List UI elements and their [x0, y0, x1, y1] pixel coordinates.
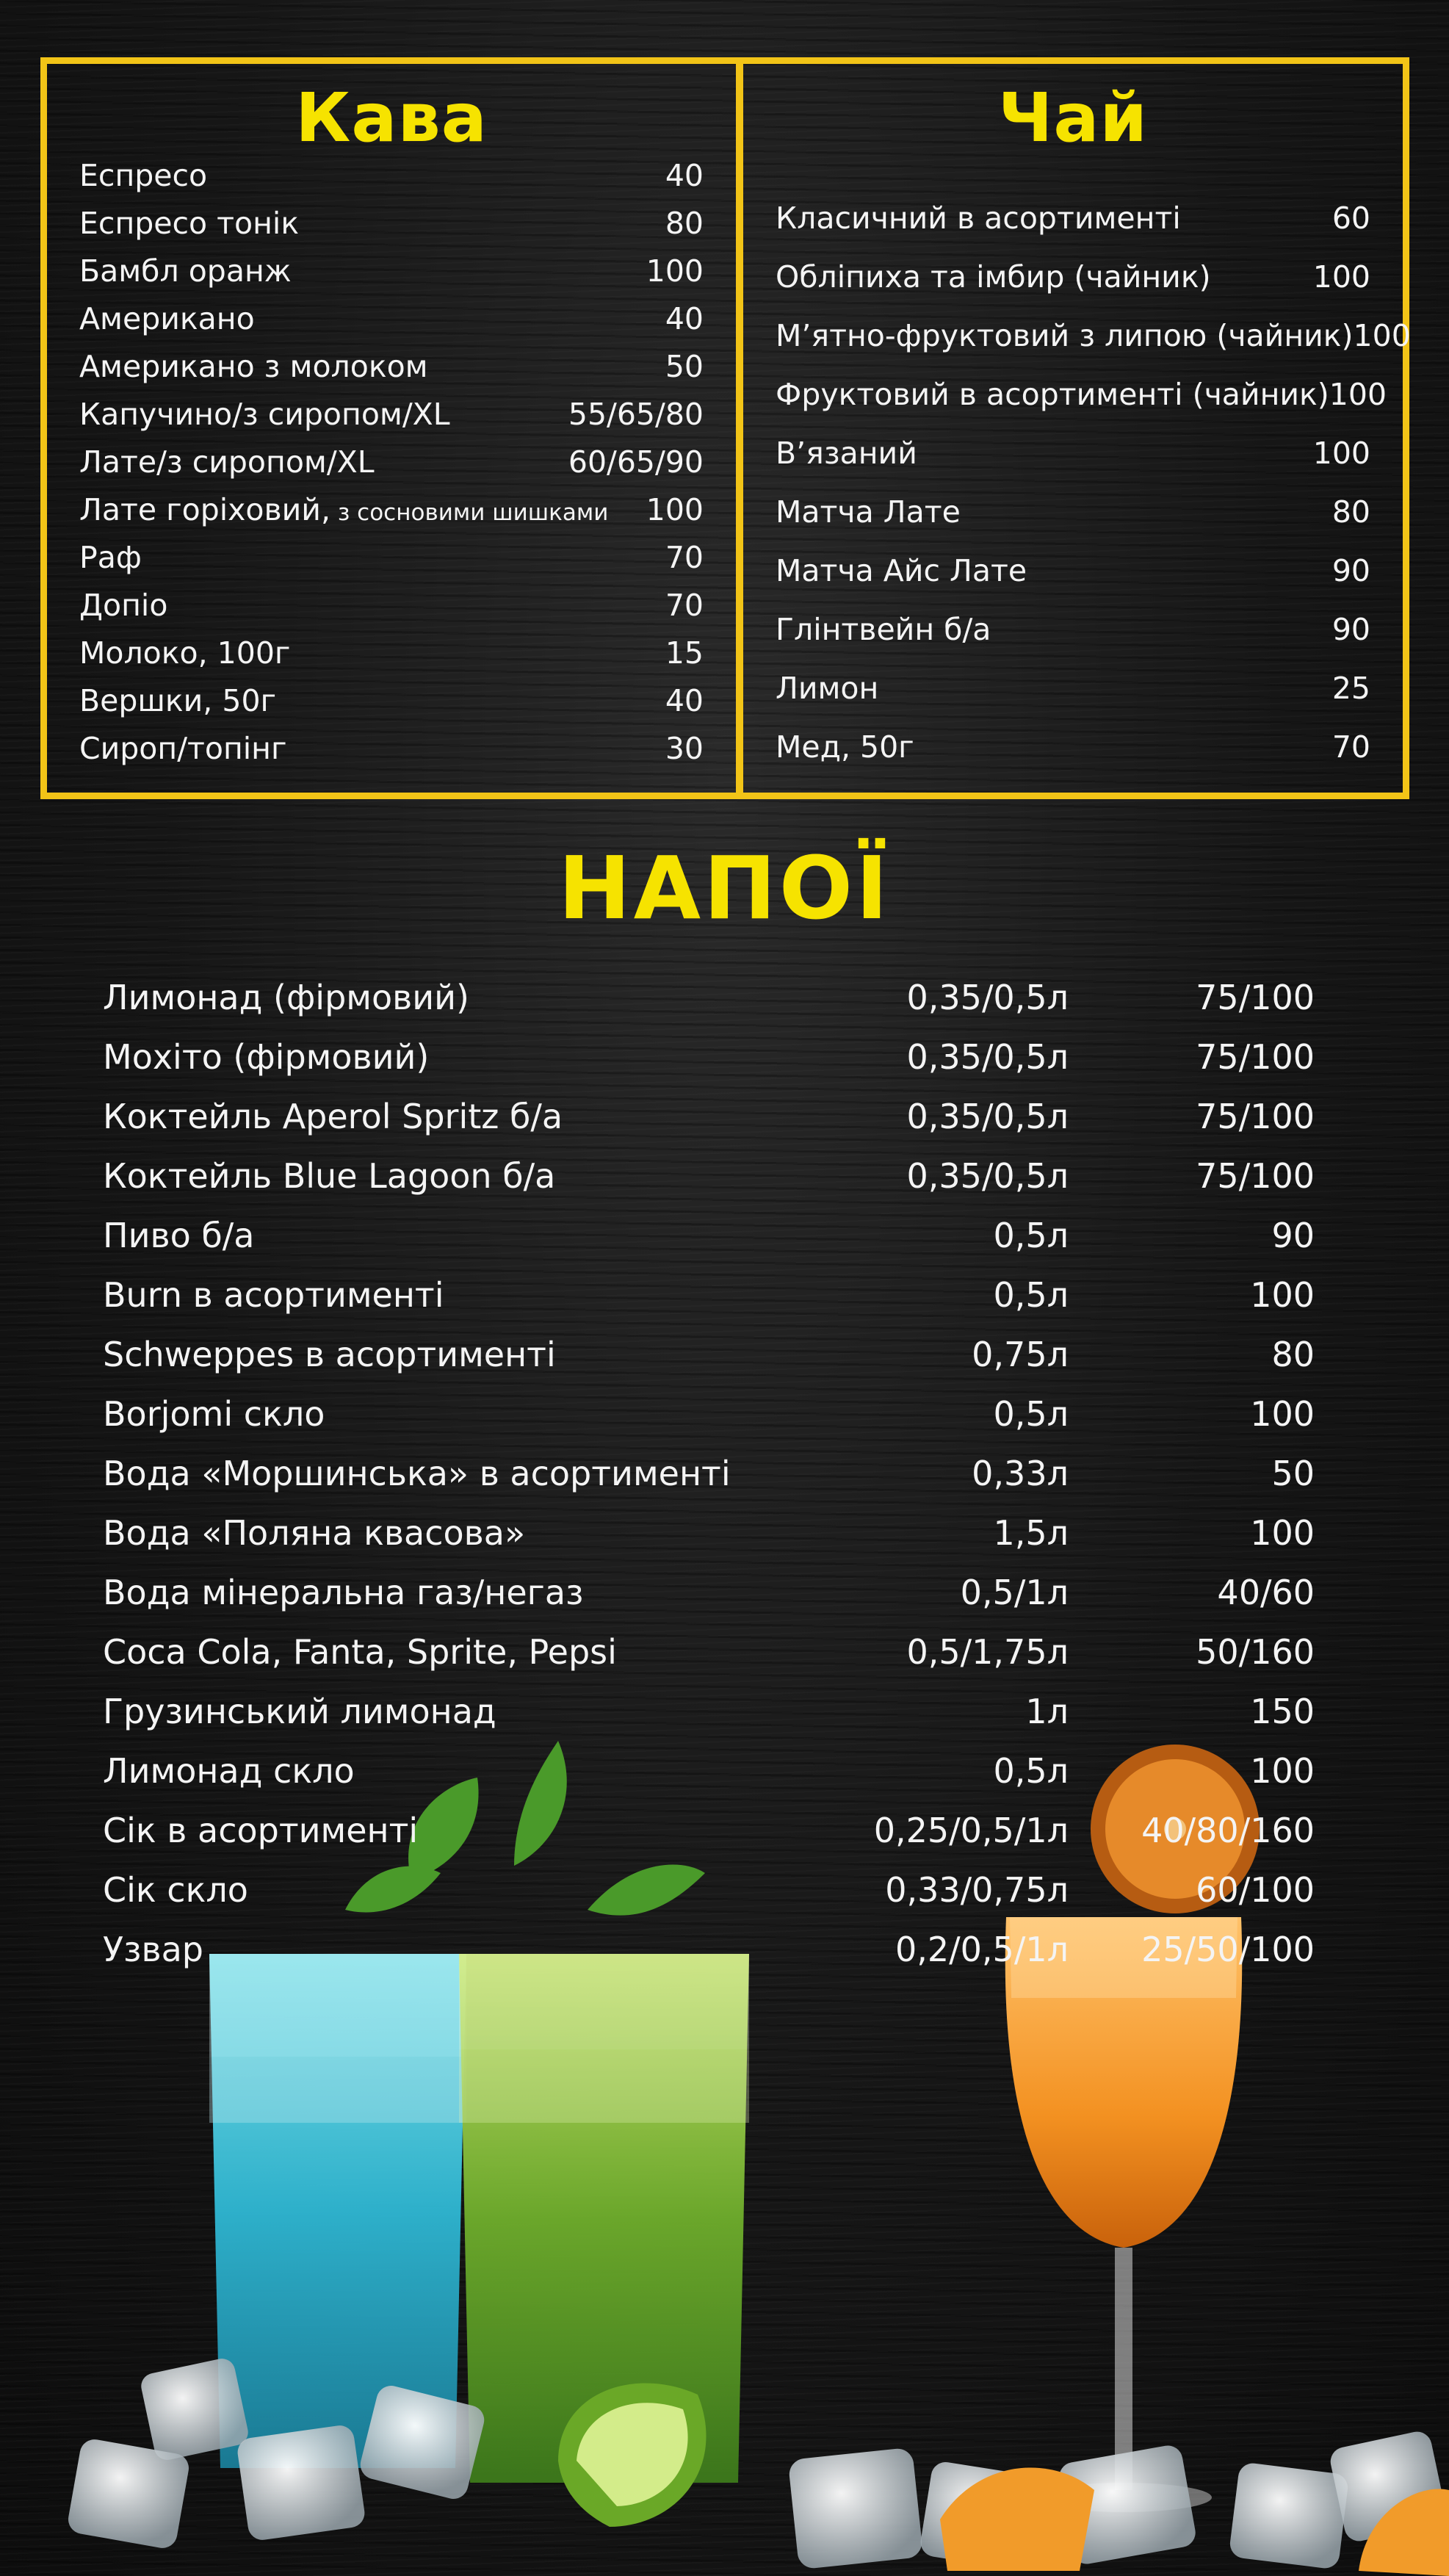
item-price: 55/65/80 — [568, 397, 704, 432]
drink-name: Лимонад (фірмовий) — [103, 978, 469, 1017]
item-name: Лате/з сиропом/XL — [79, 444, 375, 480]
menu-item — [79, 534, 704, 582]
drink-row — [103, 1504, 1315, 1563]
item-name: М’ятно-фруктовий з липою (чайник) — [776, 318, 1354, 353]
coffee-section — [40, 57, 742, 799]
menu-item — [79, 391, 704, 439]
drink-price: 25/50/100 — [1141, 1930, 1315, 1969]
drink-volume: 0,5л — [993, 1216, 1069, 1255]
menu-item — [776, 659, 1370, 718]
item-name: Класичний в асортименті — [776, 201, 1181, 236]
item-name: Еспресо — [79, 158, 208, 193]
drink-price: 100 — [1250, 1751, 1315, 1791]
drink-name: Schweppes в асортименті — [103, 1335, 556, 1374]
menu-item — [776, 189, 1370, 248]
item-name: Американо — [79, 301, 255, 336]
drink-volume: 1л — [1025, 1692, 1069, 1731]
drink-price: 100 — [1250, 1394, 1315, 1434]
menu-item — [79, 582, 704, 629]
item-price: 40 — [665, 158, 704, 193]
drink-price: 150 — [1250, 1692, 1315, 1731]
drink-name: Мохіто (фірмовий) — [103, 1037, 430, 1077]
drink-price: 40/60 — [1217, 1573, 1315, 1612]
drink-volume: 0,35/0,5л — [906, 1097, 1069, 1136]
menu-item — [776, 483, 1370, 541]
item-name: Матча Айс Лате — [776, 553, 1027, 588]
drink-price: 75/100 — [1196, 1156, 1315, 1196]
drink-volume: 0,5л — [993, 1275, 1069, 1315]
tea-list — [776, 189, 1411, 776]
drink-row — [103, 1206, 1315, 1266]
item-price: 60/65/90 — [568, 444, 704, 480]
item-price: 15 — [665, 635, 704, 671]
drinks-title: НАПОЇ — [557, 837, 892, 939]
drink-price: 90 — [1271, 1216, 1315, 1255]
menu-item — [79, 248, 704, 295]
drink-row — [103, 1563, 1315, 1623]
drink-row — [103, 1682, 1315, 1742]
drink-volume: 0,75л — [972, 1335, 1069, 1374]
menu-item — [79, 152, 704, 200]
drink-row — [103, 1742, 1315, 1801]
drink-volume: 0,5/1,75л — [906, 1632, 1069, 1672]
item-price: 25 — [1331, 671, 1370, 706]
item-price: 40 — [665, 683, 704, 718]
drink-row — [103, 1028, 1315, 1087]
drink-price: 60/100 — [1196, 1870, 1315, 1910]
tea-title: Чай — [998, 79, 1148, 157]
menu-item — [776, 365, 1387, 424]
item-name: Фруктовий в асортименті (чайник) — [776, 377, 1329, 412]
menu-item — [79, 486, 704, 534]
drink-volume: 0,2/0,5/1л — [895, 1930, 1069, 1969]
menu-item — [776, 248, 1370, 306]
drink-price: 100 — [1250, 1513, 1315, 1553]
item-note: з сосновими шишками — [330, 499, 609, 526]
item-name: Раф — [79, 540, 142, 575]
orange-cocktail-glass-icon — [1005, 1917, 1242, 2512]
drink-row — [103, 1861, 1315, 1920]
item-price: 100 — [646, 253, 704, 289]
drink-row — [103, 1147, 1315, 1206]
menu-item — [776, 600, 1370, 659]
drink-row — [103, 1266, 1315, 1325]
drink-name: Burn в асортименті — [103, 1275, 444, 1315]
menu-item — [79, 677, 704, 725]
item-name: Обліпиха та імбир (чайник) — [776, 259, 1211, 295]
drink-name: Вода «Поляна квасова» — [103, 1513, 526, 1553]
menu-item — [79, 295, 704, 343]
drink-volume: 0,5/1л — [960, 1573, 1069, 1612]
menu-item — [776, 306, 1411, 365]
drink-name: Сік скло — [103, 1870, 248, 1910]
drink-name: Коктейль Blue Lagoon б/а — [103, 1156, 556, 1196]
drink-price: 75/100 — [1196, 1037, 1315, 1077]
item-name: Бамбл оранж — [79, 253, 292, 289]
menu-item — [79, 629, 704, 677]
item-price: 80 — [665, 206, 704, 241]
drink-volume: 0,5л — [993, 1751, 1069, 1791]
drink-name: Вода мінеральна газ/негаз — [103, 1573, 584, 1612]
item-name-group — [79, 486, 608, 537]
item-price: 100 — [1353, 318, 1411, 353]
drink-name: Сік в асортименті — [103, 1811, 419, 1850]
drink-volume: 1,5л — [993, 1513, 1069, 1553]
drink-row — [103, 968, 1315, 1028]
menu-item — [79, 200, 704, 248]
drink-name: Грузинський лимонад — [103, 1692, 496, 1731]
menu-item — [776, 541, 1370, 600]
item-name: Допіо — [79, 588, 168, 623]
item-name: Еспресо тонік — [79, 206, 300, 241]
item-name: Американо з молоком — [79, 349, 428, 384]
drink-name: Коктейль Aperol Spritz б/а — [103, 1097, 563, 1136]
item-name: Лате горіховий, — [79, 492, 330, 527]
drink-price: 50 — [1271, 1454, 1315, 1493]
drink-volume: 0,35/0,5л — [906, 1156, 1069, 1196]
drink-row — [103, 1623, 1315, 1682]
drinks-list — [103, 968, 1315, 1980]
item-price: 60 — [1331, 201, 1370, 236]
item-price: 100 — [1312, 436, 1370, 471]
blue-cocktail-glass-icon — [209, 1954, 466, 2468]
item-name: Матча Лате — [776, 494, 961, 530]
drink-row — [103, 1801, 1315, 1861]
item-name: В’язаний — [776, 436, 917, 471]
item-name: Глінтвейн б/а — [776, 612, 991, 647]
drink-volume: 0,35/0,5л — [906, 1037, 1069, 1077]
item-price: 70 — [1331, 729, 1370, 765]
item-price: 40 — [665, 301, 704, 336]
drink-row — [103, 1920, 1315, 1980]
item-name: Мед, 50г — [776, 729, 914, 765]
item-price: 30 — [665, 731, 704, 766]
item-price: 90 — [1331, 553, 1370, 588]
drink-name: Лимонад скло — [103, 1751, 355, 1791]
item-price: 100 — [1329, 377, 1387, 412]
drink-name: Узвар — [103, 1930, 203, 1969]
drink-price: 80 — [1271, 1335, 1315, 1374]
drink-price: 100 — [1250, 1275, 1315, 1315]
drink-row — [103, 1087, 1315, 1147]
drink-price: 50/160 — [1196, 1632, 1315, 1672]
item-price: 80 — [1331, 494, 1370, 530]
item-price: 90 — [1331, 612, 1370, 647]
menu-item — [79, 725, 704, 773]
drink-volume: 0,33/0,75л — [885, 1870, 1069, 1910]
drink-volume: 0,25/0,5/1л — [873, 1811, 1069, 1850]
drink-price: 75/100 — [1196, 978, 1315, 1017]
item-price: 100 — [646, 492, 704, 527]
menu-item — [79, 343, 704, 391]
tea-section — [737, 57, 1409, 799]
item-name: Вершки, 50г — [79, 683, 277, 718]
drink-volume: 0,33л — [972, 1454, 1069, 1493]
item-name: Сироп/топінг — [79, 731, 287, 766]
drink-name: Вода «Моршинська» в асортименті — [103, 1454, 731, 1493]
drink-row — [103, 1325, 1315, 1385]
drink-price: 75/100 — [1196, 1097, 1315, 1136]
drink-volume: 0,35/0,5л — [906, 978, 1069, 1017]
item-price: 100 — [1312, 259, 1370, 295]
menu-item — [776, 718, 1370, 776]
item-price: 70 — [665, 540, 704, 575]
drink-row — [103, 1444, 1315, 1504]
drink-volume: 0,5л — [993, 1394, 1069, 1434]
item-price: 70 — [665, 588, 704, 623]
item-name: Молоко, 100г — [79, 635, 291, 671]
coffee-list — [79, 152, 704, 773]
drink-name: Пиво б/а — [103, 1216, 255, 1255]
item-name: Капучино/з сиропом/XL — [79, 397, 450, 432]
drink-price: 40/80/160 — [1141, 1811, 1315, 1850]
drink-row — [103, 1385, 1315, 1444]
drink-name: Borjomi скло — [103, 1394, 325, 1434]
item-price: 50 — [665, 349, 704, 384]
menu-item — [79, 439, 704, 486]
drink-name: Coca Cola, Fanta, Sprite, Pepsi — [103, 1632, 617, 1672]
item-name: Лимон — [776, 671, 879, 706]
menu-item — [776, 424, 1370, 483]
coffee-title: Кава — [295, 79, 488, 157]
